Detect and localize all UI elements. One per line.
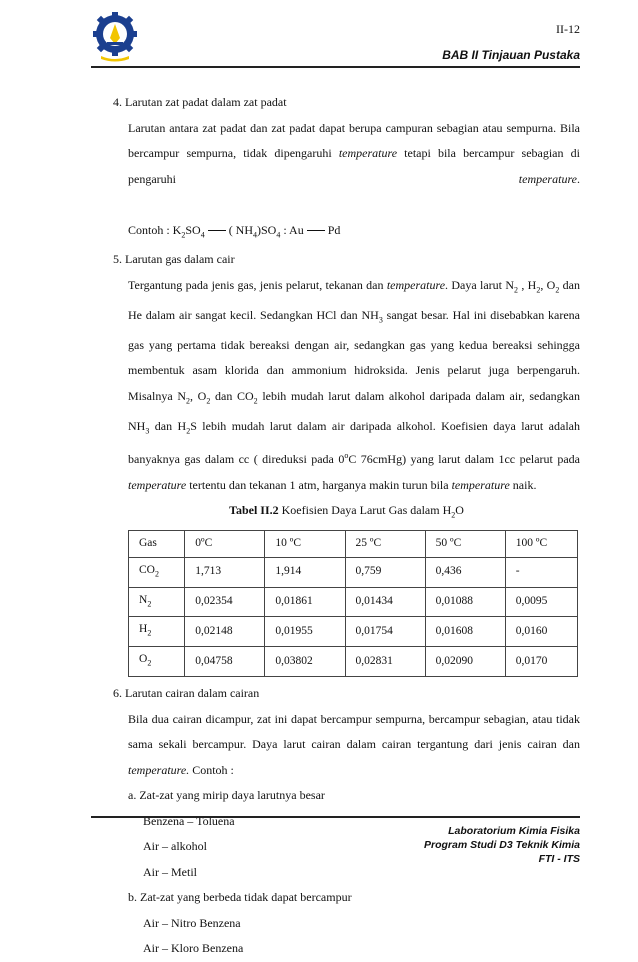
list-item: Air – alkohol <box>143 839 207 854</box>
table-row <box>129 647 578 677</box>
table-row <box>129 557 578 587</box>
table-cell: 1,914 <box>265 557 345 587</box>
table-cell: $CO_2$ <box>129 557 185 587</box>
section-6-paragraph: Bila dua cairan dicampur, zat ini dapat bercampur sempurna, bercampur sebagian, atau tidak sama sekali bercampur. Daya larut cairan dalam cairan tergantung dari jenis cairan dan temperature. Contoh : <box>128 711 580 777</box>
table-header-cell: 100 ºC <box>505 531 577 558</box>
table-cell: 0,01088 <box>425 587 505 617</box>
section-5-paragraph: Tergantung pada jenis gas, jenis pelarut, tekanan dan temperature. Daya larut $N_2$ , $H_2$, $O_2$ dan He dalam air sangat kecil. Sedangkan HCl dan $NH_3$ sangat besar. Hal ini disebabkan karena gas yang pertama tidak bereaksi dengan air, sedangkan gas yang kedua bereaksi sehingga membentuk asam klorida dan ammonium hidroksida. Jenis pelarut juga berpengaruh. Misalnya $N_2$, $O_2$ dan $CO_2$ lebih mudah larut dalam alkohol daripada dalam air, sedangkan $NH_3$ dan $H_2S$ lebih mudah larut dalam air daripada alkohol. Koefisien daya larut adalah banyaknya gas dalam cc ( direduksi pada 0$^o$C 76cmHg) yang larut dalam 1cc pelarut pada temperature tertentu dan tekanan 1 atm, harganya makin turun bila temperature naik. <box>128 277 581 492</box>
table-cell: 0,02090 <box>425 647 505 677</box>
table-cell: 0,02148 <box>185 617 265 647</box>
table-header-cell: 50 ºC <box>425 531 505 558</box>
table-cell: 0,02831 <box>345 647 425 677</box>
table-caption: Tabel II.2 Koefisien Daya Larut Gas dalam $H_2O$ <box>229 503 464 520</box>
table-row <box>129 617 578 647</box>
table-header-cell: Gas <box>129 531 185 558</box>
arrow-icon <box>208 230 226 231</box>
section-4-paragraph: Larutan antara zat padat dan zat padat dapat berupa campuran sebagian atau sempurna. Bila bercampur sempurna, tidak dipengaruhi temperature tetapi bila bercampur sebagian di pengaruhi temperature. <box>128 120 580 186</box>
section-6-heading: 6. Larutan cairan dalam cairan <box>113 686 260 701</box>
arrow-icon <box>307 230 325 231</box>
page-number: II-12 <box>556 22 580 36</box>
list-item: Benzena – Toluena <box>143 813 235 828</box>
table-header-row <box>129 531 578 558</box>
table-cell: 0,04758 <box>185 647 265 677</box>
footer-rule <box>91 816 580 818</box>
section-5-heading: 5. Larutan gas dalam cair <box>113 252 235 267</box>
table-header-cell: 0ºC <box>185 531 265 558</box>
table-cell: 0,03802 <box>265 647 345 677</box>
table-cell: 1,713 <box>185 557 265 587</box>
section-4-heading: 4. Larutan zat padat dalam zat padat <box>113 95 287 109</box>
solubility-table <box>128 530 578 677</box>
list-a-label: a. Zat-zat yang mirip daya larutnya besar <box>128 788 325 803</box>
table-cell: 0,01955 <box>265 617 345 647</box>
formula-k2so4: $K_2SO_4$ <box>172 222 205 239</box>
table-cell: 0,436 <box>425 557 505 587</box>
list-item: Air – Kloro Benzena <box>143 941 244 956</box>
header-rule <box>91 66 580 68</box>
gear-logo-icon <box>93 12 137 62</box>
table-cell: $O_2$ <box>129 647 185 677</box>
chapter-title: BAB II Tinjauan Pustaka <box>442 48 580 62</box>
table-cell: 0,01434 <box>345 587 425 617</box>
table-cell: 0,0095 <box>505 587 577 617</box>
footer <box>424 824 580 866</box>
table-header-cell: 10 ºC <box>265 531 345 558</box>
list-item: Air – Nitro Benzena <box>143 915 241 930</box>
table-cell: 0,01754 <box>345 617 425 647</box>
footer-program: Program Studi D3 Teknik Kimia <box>424 839 580 851</box>
table-cell: $N_2$ <box>129 587 185 617</box>
table-cell: 0,759 <box>345 557 425 587</box>
table-cell: - <box>505 557 577 587</box>
list-item: Air – Metil <box>143 864 197 879</box>
footer-lab: Laboratorium Kimia Fisika <box>448 825 580 837</box>
table-cell: $H_2$ <box>129 617 185 647</box>
section-4-example: Contoh : $K_2SO_4$ ( $NH_4)SO_4$ : Au Pd <box>128 222 341 239</box>
table-header-cell: 25 ºC <box>345 531 425 558</box>
table-cell: 0,0170 <box>505 647 577 677</box>
table-cell: 0,0160 <box>505 617 577 647</box>
list-b-label: b. Zat-zat yang berbeda tidak dapat bercampur <box>128 890 352 905</box>
table-cell: 0,01861 <box>265 587 345 617</box>
table-row <box>129 587 578 617</box>
footer-faculty: FTI - ITS <box>538 853 580 865</box>
formula-nh4so4-au: ( $NH_4)SO_4$ : Au <box>228 222 304 239</box>
table-cell: 0,02354 <box>185 587 265 617</box>
its-logo <box>93 12 137 62</box>
table-cell: 0,01608 <box>425 617 505 647</box>
